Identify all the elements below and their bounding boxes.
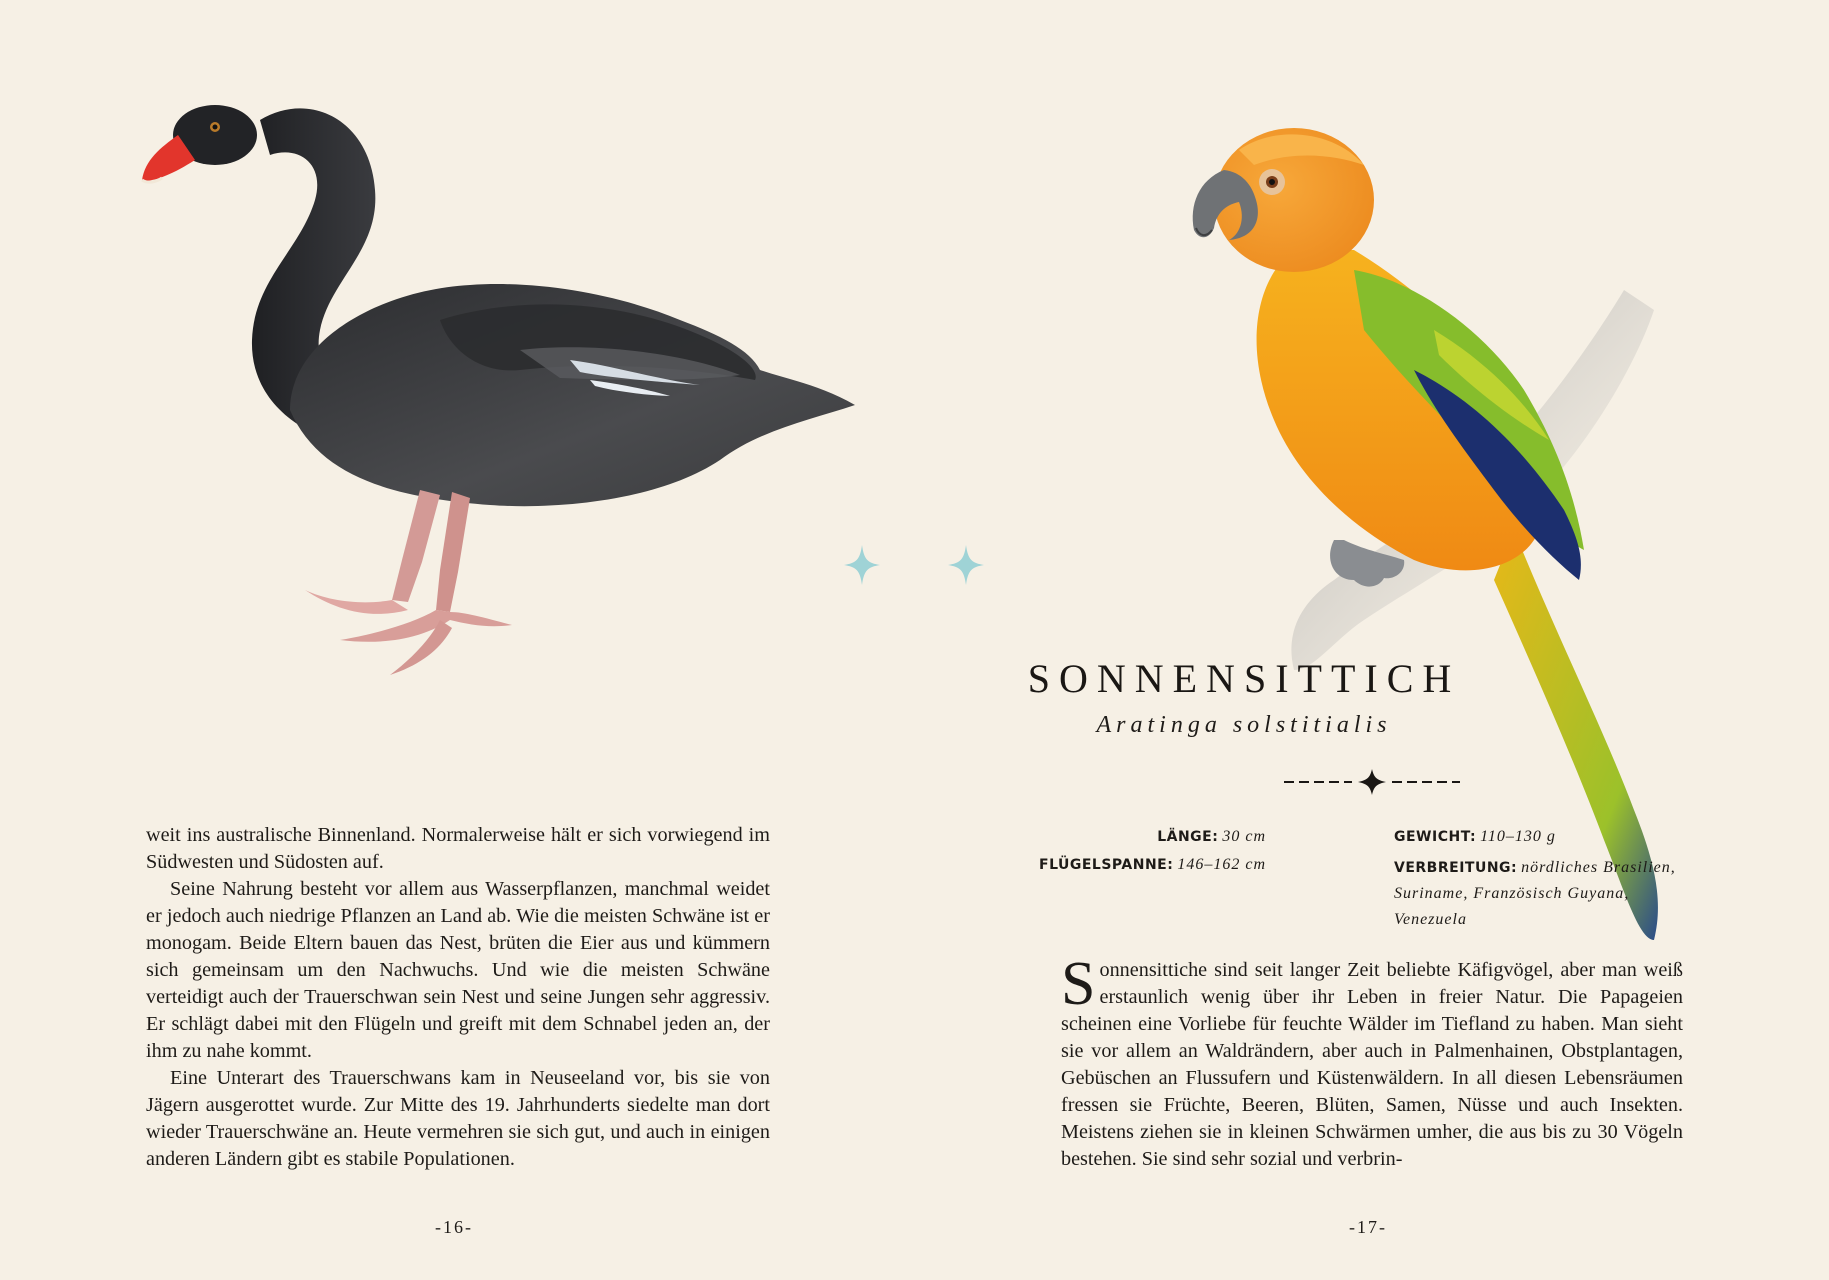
right-paragraph-1 bbox=[1061, 950, 1683, 1173]
distribution-value: nördliches Brasilien, Suriname, Französisch Guyana, Venezuela bbox=[1394, 859, 1676, 928]
weight-label: GEWICHT: bbox=[1394, 829, 1477, 845]
length-value: 30 cm bbox=[1222, 828, 1266, 845]
right-paragraph-text: onnensittiche sind seit langer Zeit beliebte Käfigvögel, aber man weiß erstaunlich wenig über ihr Leben in freier Natur. Die Papageien scheinen eine Vorliebe für feuchte Wälder im Tiefland zu haben. Man sieht sie vor allem an Waldrändern, aber auch in Palmenhainen, Obstplantagen, Gebüschen an Flussufern und Küstenwäldern. In all diesen Lebensräumen fressen sie Früchte, Beeren, Blüten, Samen, Nüsse und auch Insekten. Meistens ziehen sie in kleinen Schwärmen umher, die aus bis zu 30 Vögeln bestehen. Sie sind sehr sozial und verbrin- bbox=[1061, 959, 1683, 1170]
page-number-right: -17- bbox=[1349, 1217, 1387, 1237]
wingspan-label: FLÜGELSPANNE: bbox=[1039, 857, 1174, 873]
right-body-text bbox=[1061, 950, 1683, 1173]
four-point-star-icon bbox=[844, 545, 880, 585]
fact-wingspan bbox=[1039, 855, 1266, 875]
left-body-text bbox=[146, 822, 770, 1173]
left-paragraph-2: Seine Nahrung besteht vor allem aus Wasserpflanzen, manchmal weidet er jedoch auch niedrige Pflanzen an Land ab. Wie die meisten Schwäne ist er monogam. Beide Eltern bauen das Nest, brüten die Eier aus und kümmern sich gemeinsam um den Nachwuchs. Und wie die meisten Schwäne verteidigt auch der Trauerschwan sein Nest und seine Jungen sehr aggressiv. Er schlägt dabei mit den Flügeln und greift mit dem Schnabel jeden an, der ihm zu nahe kommt. bbox=[146, 878, 770, 1062]
fact-length bbox=[1157, 827, 1266, 847]
species-latin-name: Aratinga solstitialis bbox=[1096, 712, 1392, 738]
wingspan-value: 146–162 cm bbox=[1177, 856, 1266, 873]
right-page bbox=[914, 0, 1829, 1280]
black-swan-illustration bbox=[140, 80, 900, 720]
left-page bbox=[0, 0, 914, 1280]
fact-weight bbox=[1394, 827, 1556, 847]
page-number-left: -16- bbox=[435, 1217, 473, 1237]
sun-parakeet-illustration bbox=[1184, 110, 1664, 950]
fact-distribution bbox=[1394, 855, 1694, 933]
length-label: LÄNGE: bbox=[1157, 829, 1219, 845]
diamond-divider-icon bbox=[1282, 767, 1462, 797]
weight-value: 110–130 g bbox=[1480, 828, 1556, 845]
species-title: SONNENSITTICH bbox=[1027, 656, 1461, 701]
left-paragraph-3: Eine Unterart des Trauerschwans kam in Neuseeland vor, bis sie von Jägern ausgerottet wurde. Zur Mitte des 19. Jahrhunderts siedelte man dort wieder Trauerschwäne an. Heute vermehren sie sich gut, und auch in einigen anderen Ländern gibt es stabile Populationen. bbox=[146, 1067, 770, 1170]
left-paragraph-1: weit ins australische Binnenland. Normalerweise hält er sich vorwiegend im Südwesten und Südosten auf. bbox=[146, 824, 770, 873]
drop-cap: S bbox=[1061, 950, 1096, 1018]
distribution-label: VERBREITUNG: bbox=[1394, 860, 1518, 876]
